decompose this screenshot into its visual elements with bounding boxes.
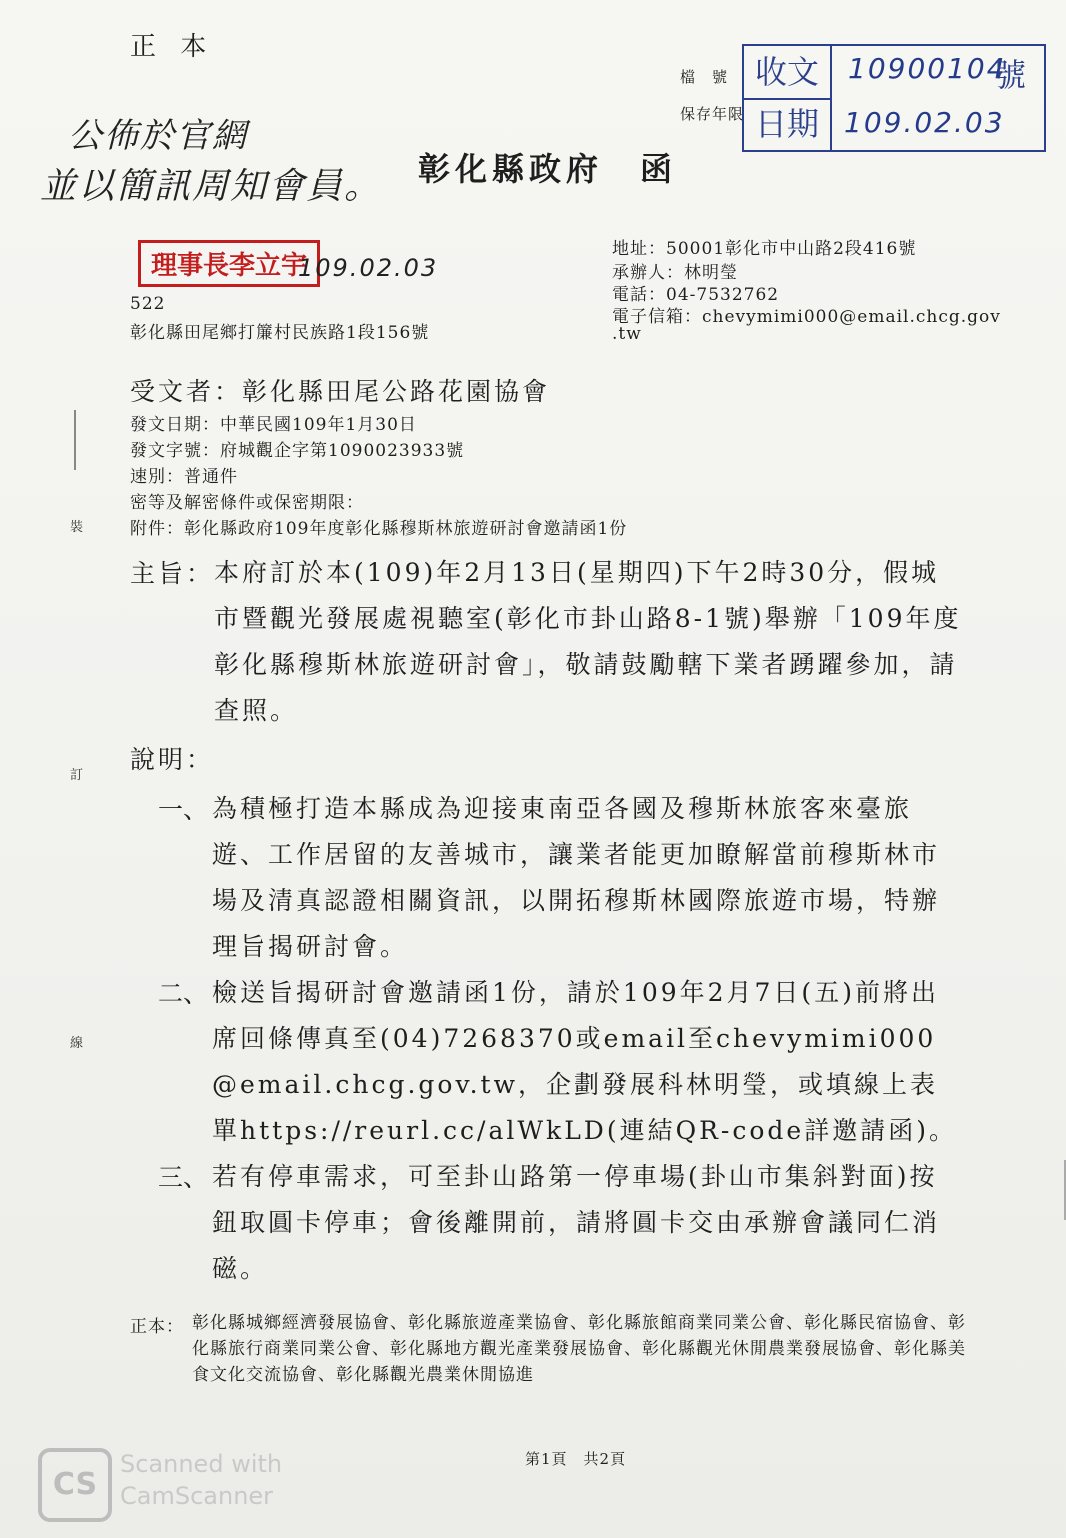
margin-mark-staple: 訂 [70, 768, 84, 783]
item-2-text: 檢送旨揭研討會邀請函1份，請於109年2月7日(五)前將出席回條傳真至(04)7268370或email至chevymimi000@email.chcg.gov.tw，企劃發展科林明瑩，或填線上表單https://reurl.cc/alWkLD(連結QR-code詳邀請函)。 [212, 978, 957, 1145]
meta-attachment: 附件：彰化縣政府109年度彰化縣穆斯林旅遊研討會邀請函1份 [130, 519, 628, 539]
margin-mark-line: 線 [70, 1036, 84, 1051]
chair-stamp: 理事長李立宇 [138, 240, 320, 287]
handwritten-note-1: 公佈於官網 [68, 116, 248, 156]
sender-address: 彰化縣田尾鄉打簾村民族路1段156號 [130, 323, 430, 343]
chair-date: 109.02.03 [298, 254, 439, 282]
subject-label: 主旨： [130, 559, 215, 588]
cc-text: 彰化縣城鄉經濟發展協會、彰化縣旅遊產業協會、彰化縣旅館商業同業公會、彰化縣民宿協會、彰化縣旅行商業同業公會、彰化縣地方觀光產業發展協會、彰化縣觀光休閒農業發展協會、彰化縣美食文化交流協會、彰化縣觀光農業休閒協進 [192, 1313, 966, 1385]
cc-label: 正本： [130, 1317, 184, 1337]
receipt-label: 收文 [744, 46, 832, 100]
margin-rule [74, 410, 76, 470]
item-1-number: 一、 [158, 795, 209, 824]
file-label: 檔 號 [680, 68, 729, 86]
explain-label: 說明： [130, 745, 215, 774]
meta-number: 發文字號：府城觀企字第1090023933號 [130, 441, 465, 461]
watermark-line-1: Scanned with [120, 1450, 283, 1478]
subject-text: 本府訂於本(109)年2月13日(星期四)下午2時30分，假城市暨觀光發展處視聽室(彰化市卦山路8-1號)舉辦「109年度彰化縣穆斯林旅遊研討會」，敬請鼓勵轄下業者踴躍參加，請查照。 [214, 558, 962, 725]
camscanner-logo: CS [38, 1448, 112, 1522]
meta-date: 發文日期：中華民國109年1月30日 [130, 415, 417, 435]
page-number: 第1頁 共2頁 [525, 1450, 627, 1468]
contact-email-continued: .tw [612, 324, 642, 344]
meta-classification: 密等及解密條件或保密期限： [130, 493, 364, 513]
receipt-date: 109.02.03 [844, 106, 1005, 139]
receipt-stamp [742, 44, 1046, 152]
contact-phone: 電話：04-7532762 [612, 285, 780, 305]
receipt-suffix: 號 [994, 56, 1027, 94]
copy-label: 正 本 [130, 32, 215, 62]
document-title: 彰化縣政府 函 [418, 150, 678, 188]
contact-address: 地址：50001彰化市中山路2段416號 [612, 239, 917, 259]
margin-mark-bind: 裝 [70, 520, 84, 535]
receipt-date-label: 日期 [744, 98, 832, 150]
item-3-text: 若有停車需求，可至卦山路第一停車場(卦山市集斜對面)按鈕取圓卡停車；會後離開前，請將圓卡交由承辦會議同仁消磁。 [212, 1162, 941, 1283]
handwritten-note-2: 並以簡訊周知會員。 [40, 166, 383, 207]
item-1-text: 為積極打造本縣成為迎接東南亞各國及穆斯林旅客來臺旅遊、工作居留的友善城市，讓業者能更加瞭解當前穆斯林市場及清真認證相關資訊，以開拓穆斯林國際旅遊市場，特辦理旨揭研討會。 [212, 794, 941, 961]
sender-postcode: 522 [130, 294, 166, 314]
watermark-line-2: CamScanner [120, 1482, 274, 1510]
recipient: 受文者：彰化縣田尾公路花園協會 [130, 377, 551, 406]
item-2-number: 二、 [158, 979, 209, 1008]
contact-email: 電子信箱：chevymimi000@email.chcg.gov [612, 307, 1001, 327]
meta-speed: 速別：普通件 [130, 467, 238, 487]
contact-handler: 承辦人：林明瑩 [612, 263, 738, 283]
retention-label: 保存年限 [680, 105, 745, 123]
item-3-number: 三、 [158, 1163, 209, 1192]
receipt-number: 10900104 [848, 52, 1007, 85]
